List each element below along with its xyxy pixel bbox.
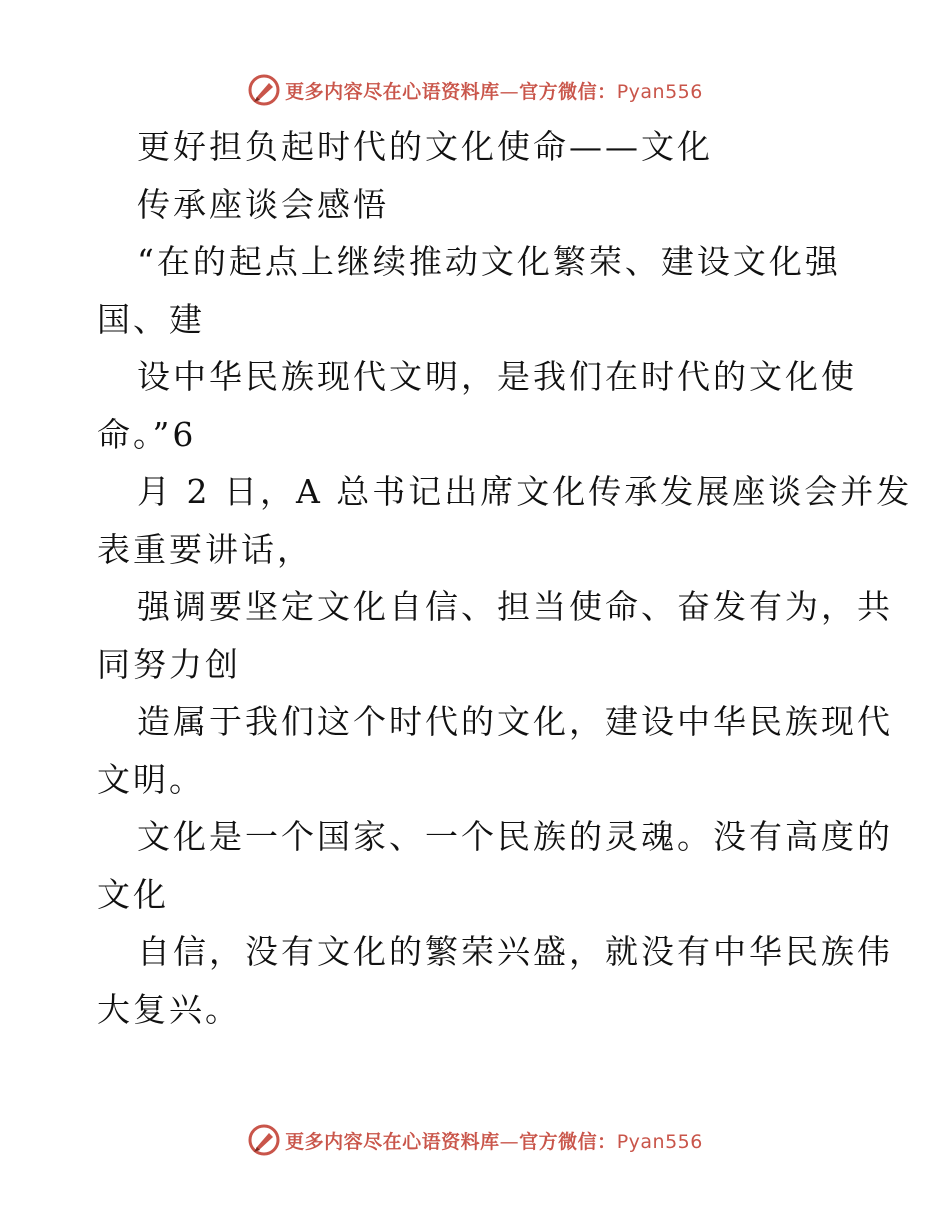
paragraph-line: 自信，没有文化的繁荣兴盛，就没有中华民族伟: [137, 932, 893, 971]
banner-text-wechat-id: Pyan556: [616, 80, 703, 103]
banner-text-separator: —: [499, 80, 520, 103]
paragraph-line: 传承座谈会感悟: [137, 184, 389, 224]
paragraph-line: 同努力创: [97, 644, 241, 684]
paragraph-line: 月 2 日，A 总书记出席文化传承发展座谈会并发: [137, 472, 913, 511]
paragraph-line: 更好担负起时代的文化使命——文化: [137, 127, 713, 166]
paragraph-line: 大复兴。: [97, 989, 241, 1029]
paragraph-line: 文明。: [97, 759, 205, 799]
banner-text-rest: 官方微信：: [519, 80, 617, 103]
banner-text-separator: —: [499, 1130, 520, 1153]
paragraph-line: 设中华民族现代文明，是我们在时代的文化使: [137, 357, 857, 396]
paragraph-line: 国、建: [97, 299, 205, 339]
pen-nib-logo-icon: [247, 73, 281, 107]
banner-text-main: 更多内容尽在心语资料库: [285, 80, 500, 103]
banner-text: [285, 1127, 703, 1154]
banner-text-main: 更多内容尽在心语资料库: [285, 1130, 500, 1153]
paragraph-line: 强调要坚定文化自信、担当使命、奋发有为，共: [137, 587, 893, 626]
header-banner: [0, 70, 950, 110]
footer-banner: [0, 1120, 950, 1160]
banner-text-rest: 官方微信：: [519, 1130, 617, 1153]
banner-text-wechat-id: Pyan556: [616, 1130, 703, 1153]
paragraph-line: 表重要讲话，: [97, 529, 313, 569]
paragraph-line: “在的起点上继续推动文化繁荣、建设文化强: [137, 242, 841, 281]
paragraph-line: 命。”6: [97, 414, 197, 454]
document-body: [97, 118, 913, 1038]
paragraph-line: 文化是一个国家、一个民族的灵魂。没有高度的: [137, 817, 893, 856]
paragraph-line: 文化: [97, 874, 169, 914]
banner-text: [285, 77, 703, 104]
paragraph-line: 造属于我们这个时代的文化，建设中华民族现代: [137, 702, 893, 741]
pen-nib-logo-icon: [247, 1123, 281, 1157]
